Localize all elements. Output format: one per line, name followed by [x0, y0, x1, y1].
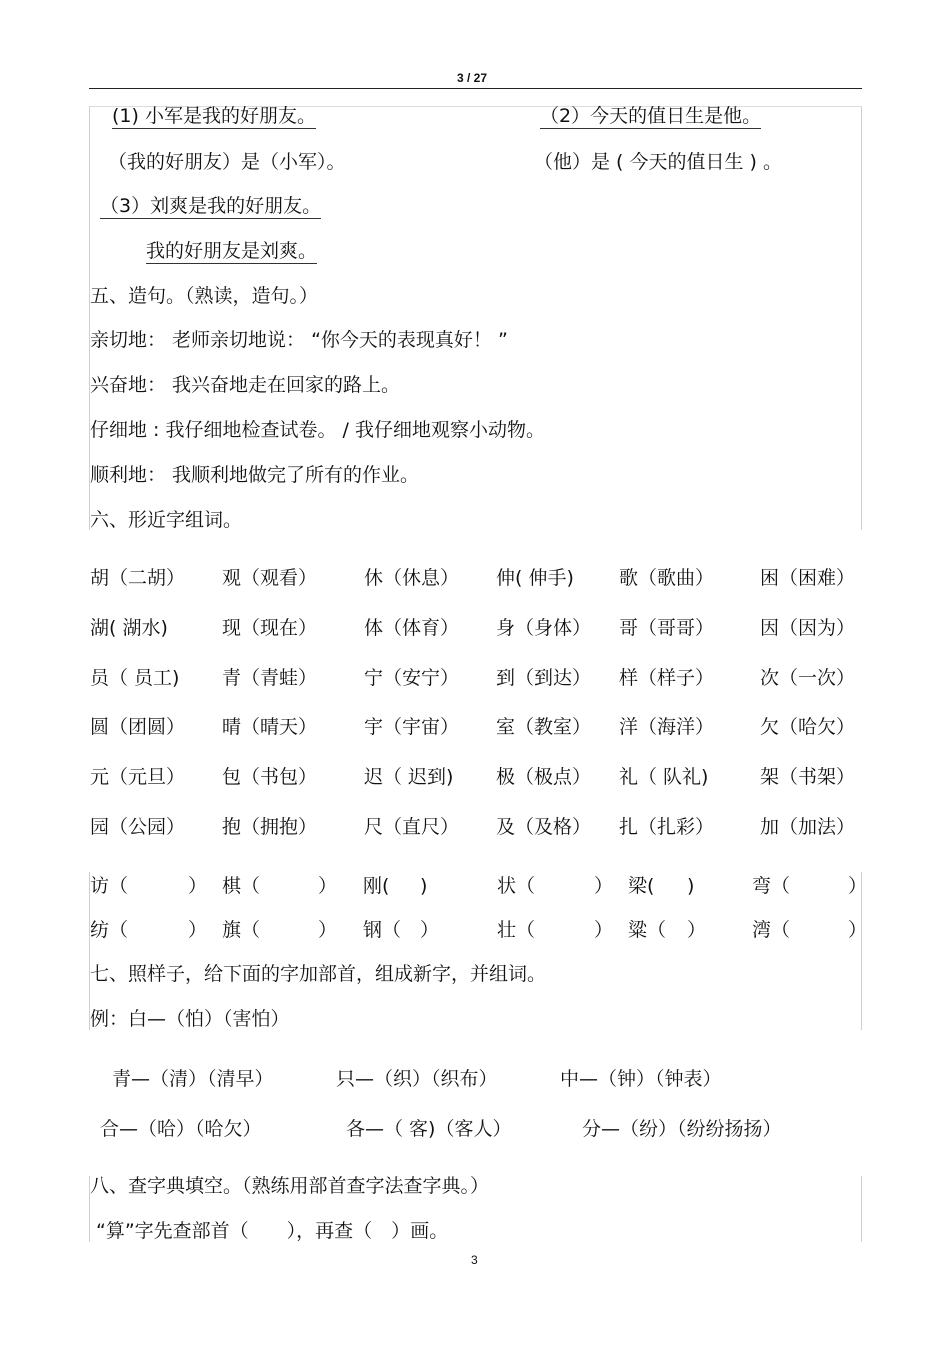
- word-cell: 身（身体）: [496, 617, 592, 639]
- radical-item: 青—（清）（清早）: [112, 1068, 274, 1090]
- blank-paren: ）: [318, 919, 338, 941]
- blank-paren: ): [687, 875, 695, 897]
- word-cell: 伸( 伸手): [496, 567, 574, 589]
- word-cell: 迟（ 迟到): [364, 766, 454, 788]
- blank-paren: ）: [594, 919, 614, 941]
- section-5-title: 五、造句。（熟读，造句。）: [90, 285, 319, 307]
- word-cell: 员（ 员工): [90, 667, 180, 689]
- word-cell: 加（加法）: [760, 816, 856, 838]
- sentence-item: 仔细地 : 我仔细地检查试卷。 / 我仔细地观察小动物。: [90, 419, 545, 441]
- blank-char: 棋（: [222, 875, 261, 897]
- exercise-1-question: (1) 小军是我的好朋友。: [112, 105, 316, 127]
- word-cell: 抱（拥抱）: [222, 816, 318, 838]
- word-cell: 因（因为）: [760, 617, 856, 639]
- radical-item: 合—（哈）（哈欠）: [100, 1118, 262, 1140]
- word-cell: 体（体育）: [364, 617, 460, 639]
- exercise-1-answer: （我的好朋友）是（小军）。: [108, 151, 346, 173]
- frame-right-3: [861, 1176, 862, 1242]
- word-cell: 晴（晴天）: [222, 716, 318, 738]
- word-cell: 及（及格）: [496, 816, 592, 838]
- word-cell: 湖( 湖水): [90, 617, 168, 639]
- page-number: 3: [471, 1253, 478, 1267]
- header-rule: [89, 88, 862, 89]
- frame-right-1: [861, 106, 862, 530]
- blank-paren: ）: [318, 875, 338, 897]
- word-cell: 次（一次）: [760, 667, 856, 689]
- blank-paren: ）: [848, 875, 868, 897]
- word-cell: 尺（直尺）: [364, 816, 460, 838]
- exercise-3-question: （3）刘爽是我的好朋友。: [100, 195, 322, 217]
- blank-char: 刚(: [363, 875, 390, 897]
- blank-char: 旗（: [222, 919, 261, 941]
- exercise-2-answer: （他）是 ( 今天的值日生 ) 。: [534, 151, 782, 173]
- word-cell: 欠（哈欠）: [760, 716, 856, 738]
- blank-char: 弯（: [752, 875, 791, 897]
- blank-char: 梁(: [628, 875, 655, 897]
- radical-item: 中—（钟）（钟表）: [560, 1068, 722, 1090]
- blank-char: 钢（: [363, 919, 402, 941]
- sentence-item: 亲切地： 老师亲切地说： “你今天的表现真好！ ”: [90, 329, 508, 351]
- exercise-2-question: （2）今天的值日生是他。: [540, 105, 762, 127]
- blank-char: 湾（: [752, 919, 791, 941]
- blank-char: 粱（: [628, 919, 667, 941]
- sentence-item: 兴奋地： 我兴奋地走在回家的路上。: [90, 374, 401, 396]
- word-cell: 扎（扎彩）: [619, 816, 715, 838]
- blank-paren: ）: [188, 919, 208, 941]
- blank-char: 壮（: [497, 919, 536, 941]
- blank-char: 访（: [90, 875, 129, 897]
- blank-paren: ）: [687, 919, 707, 941]
- blank-paren: ）: [188, 875, 208, 897]
- word-cell: 到（到达）: [496, 667, 592, 689]
- exercise-3-answer: 我的好朋友是刘爽。: [146, 240, 318, 262]
- word-cell: 室（教室）: [496, 716, 592, 738]
- word-cell: 现（现在）: [222, 617, 318, 639]
- page-indicator: 3 / 27: [457, 71, 488, 85]
- word-cell: 胡（二胡）: [90, 567, 186, 589]
- word-cell: 哥（哥哥）: [619, 617, 715, 639]
- blank-paren: ）: [420, 919, 440, 941]
- word-cell: 歌（歌曲）: [619, 567, 715, 589]
- word-cell: 观（观看）: [222, 567, 318, 589]
- word-cell: 架（书架）: [760, 766, 856, 788]
- blank-paren: ）: [848, 919, 868, 941]
- blank-paren: ）: [594, 875, 614, 897]
- word-cell: 极（极点）: [496, 766, 592, 788]
- word-cell: 样（样子）: [619, 667, 715, 689]
- radical-item: 各—（ 客)（客人）: [346, 1118, 512, 1140]
- word-cell: 宇（宇宙）: [364, 716, 460, 738]
- section-7-example: 例：白—（怕）（害怕）: [90, 1008, 290, 1030]
- radical-item: 分—（纷）（纷纷扬扬）: [582, 1118, 782, 1140]
- sentence-item: 顺利地： 我顺利地做完了所有的作业。: [90, 464, 420, 486]
- word-cell: 洋（海洋）: [619, 716, 715, 738]
- word-cell: 青（青蛙）: [222, 667, 318, 689]
- blank-paren: ): [420, 875, 428, 897]
- word-cell: 圆（团圆）: [90, 716, 186, 738]
- blank-char: 纺（: [90, 919, 129, 941]
- blank-char: 状（: [497, 875, 536, 897]
- word-cell: 园（公园）: [90, 816, 186, 838]
- radical-item: 只—（织）（织布）: [336, 1068, 498, 1090]
- section-6-title: 六、形近字组词。: [90, 509, 243, 531]
- word-cell: 休（休息）: [364, 567, 460, 589]
- word-cell: 元（元旦）: [90, 766, 186, 788]
- dictionary-question: “算”字先查部首（ ），再查（ ）画。: [96, 1220, 449, 1242]
- word-cell: 困（困难）: [760, 567, 856, 589]
- section-8-title: 八、查字典填空。（熟练用部首查字法查字典。）: [90, 1175, 490, 1197]
- word-cell: 礼（ 队礼): [619, 766, 709, 788]
- word-cell: 宁（安宁）: [364, 667, 460, 689]
- word-cell: 包（书包）: [222, 766, 318, 788]
- section-7-title: 七、照样子，给下面的字加部首，组成新字，并组词。: [90, 963, 547, 985]
